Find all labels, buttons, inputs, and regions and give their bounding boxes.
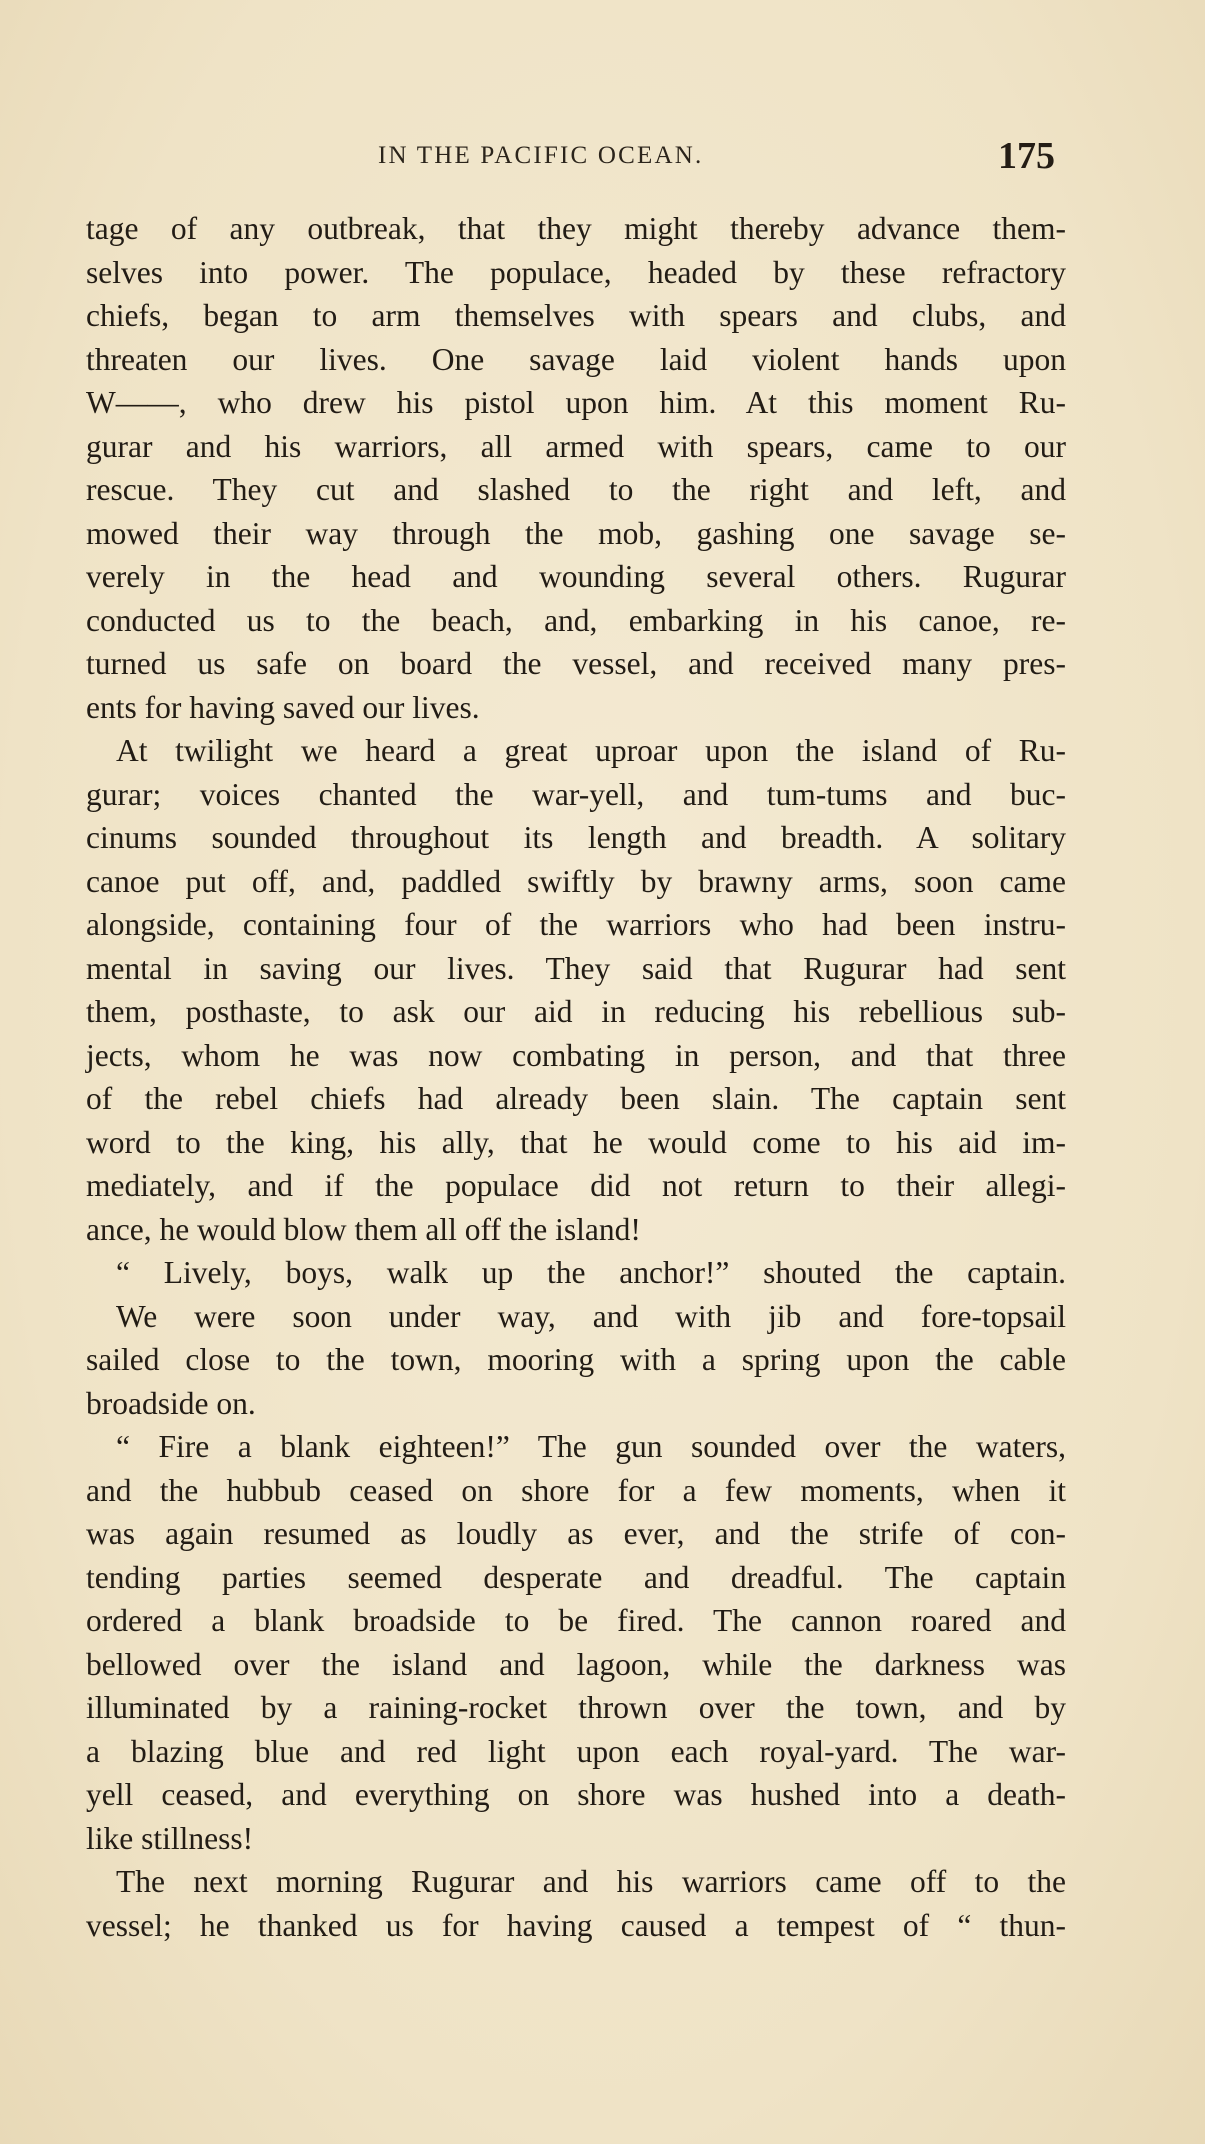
text-line: verely in the head and wounding several others. Rugurar xyxy=(86,559,1066,594)
text-line: selves into power. The populace, headed by these refractory xyxy=(86,254,1066,290)
text-line: jects, whom he was now combating in person, and that three xyxy=(86,1037,1066,1073)
text-line: sailed close to the town, mooring with a spring upon the cable xyxy=(86,1342,1066,1377)
text-line: chiefs, began to arm themselves with spears and clubs, and xyxy=(86,298,1066,333)
text-line: alongside, containing four of the warriors who had been instru- xyxy=(86,907,1066,942)
text-line: of the rebel chiefs had already been slain. The captain sent xyxy=(86,1081,1066,1116)
text-line: like stillness! xyxy=(86,1820,254,1856)
text-line: mediately, and if the populace did not return to their allegi- xyxy=(86,1168,1066,1203)
running-title: IN THE PACIFIC OCEAN. xyxy=(378,142,704,169)
text-line: At twilight we heard a great uproar upon the island of Ru- xyxy=(116,733,1066,768)
text-line: The next morning Rugurar and his warriors came off to the xyxy=(116,1864,1066,1899)
text-line: “ Lively, boys, walk up the anchor!” shouted the captain. xyxy=(116,1255,1066,1290)
text-line: and the hubbub ceased on shore for a few moments, when it xyxy=(86,1472,1066,1508)
page-number: 175 xyxy=(998,135,1055,177)
text-line: word to the king, his ally, that he would come to his aid im- xyxy=(86,1124,1066,1160)
text-line: ance, he would blow them all off the island! xyxy=(86,1211,641,1247)
text-line: W——, who drew his pistol upon him. At this moment Ru- xyxy=(86,385,1066,420)
text-line: turned us safe on board the vessel, and received many pres- xyxy=(86,646,1066,681)
running-head xyxy=(0,135,1205,182)
text-line: tending parties seemed desperate and dreadful. The captain xyxy=(86,1559,1066,1595)
text-line: canoe put off, and, paddled swiftly by brawny arms, soon came xyxy=(86,863,1066,899)
text-line: ordered a blank broadside to be fired. The cannon roared and xyxy=(86,1603,1066,1638)
text-line: was again resumed as loudly as ever, and the strife of con- xyxy=(86,1516,1066,1551)
body-text xyxy=(86,207,1066,1947)
text-line: “ Fire a blank eighteen!” The gun sounded over the waters, xyxy=(116,1429,1066,1464)
text-line: threaten our lives. One savage laid violent hands upon xyxy=(86,341,1066,377)
text-line: tage of any outbreak, that they might thereby advance them- xyxy=(86,211,1066,246)
text-line: broadside on. xyxy=(86,1385,256,1421)
text-line: gurar and his warriors, all armed with spears, came to our xyxy=(86,428,1066,464)
text-line: conducted us to the beach, and, embarking in his canoe, re- xyxy=(86,602,1066,638)
text-line: a blazing blue and red light upon each royal-yard. The war- xyxy=(86,1733,1066,1769)
text-line: gurar; voices chanted the war-yell, and tum-tums and buc- xyxy=(86,776,1066,812)
text-line: them, posthaste, to ask our aid in reducing his rebellious sub- xyxy=(86,994,1066,1029)
text-line: We were soon under way, and with jib and fore-topsail xyxy=(116,1298,1066,1334)
text-line: mowed their way through the mob, gashing one savage se- xyxy=(86,515,1066,551)
text-line: bellowed over the island and lagoon, while the darkness was xyxy=(86,1646,1066,1682)
text-line: illuminated by a raining-rocket thrown over the town, and by xyxy=(86,1690,1066,1725)
text-line: yell ceased, and everything on shore was hushed into a death- xyxy=(86,1777,1066,1812)
text-line: vessel; he thanked us for having caused a tempest of “ thun- xyxy=(86,1907,1066,1943)
text-line: cinums sounded throughout its length and breadth. A solitary xyxy=(86,820,1066,855)
text-line: ents for having saved our lives. xyxy=(86,689,480,725)
text-line: mental in saving our lives. They said that Rugurar had sent xyxy=(86,950,1066,986)
text-line: rescue. They cut and slashed to the right and left, and xyxy=(86,472,1066,507)
